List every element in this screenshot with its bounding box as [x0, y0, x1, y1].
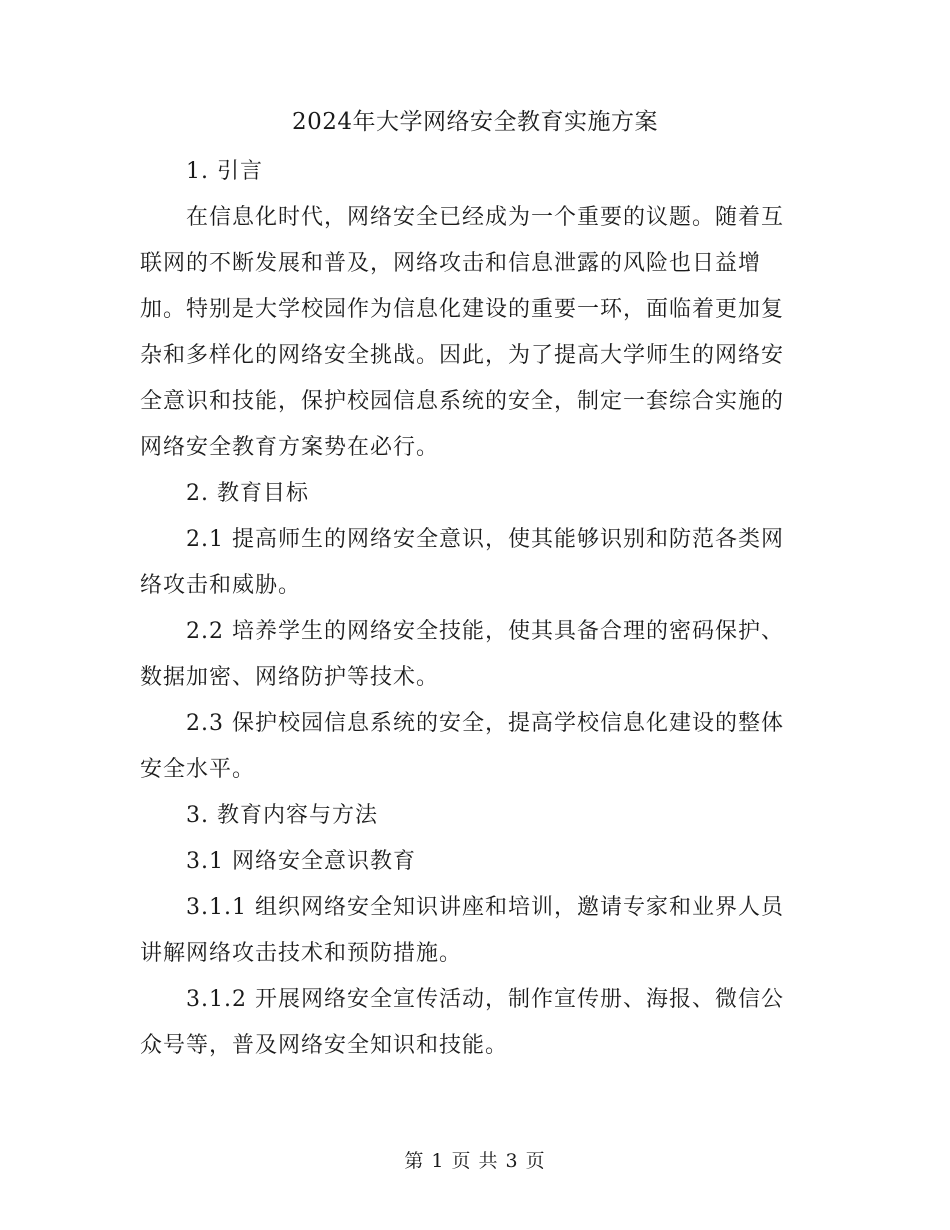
- paragraph-goal-2-1: 2.1 提高师生的网络安全意识，使其能够识别和防范各类网络攻击和威胁。: [140, 527, 784, 598]
- subsection-heading-awareness: 3.1 网络安全意识教育: [186, 849, 416, 874]
- paragraph-introduction: 在信息化时代，网络安全已经成为一个重要的议题。随着互联网的不断发展和普及，网络攻击和信息泄露的风险也日益增加。特别是大学校园作为信息化建设的重要一环，面临着更加复杂和多样化的网络安全挑战。因此，为了提高大学师生的网络安全意识和技能，保护校园信息系统的安全，制定一套综合实施的网络安全教育方案势在必行。: [140, 205, 785, 460]
- document-title: 2024年大学网络安全教育实施方案: [291, 109, 659, 135]
- section-heading-education-goals: 2. 教育目标: [186, 481, 309, 506]
- paragraph-item-3-1-2: 3.1.2 开展网络安全宣传活动，制作宣传册、海报、微信公众号等，普及网络安全知识和技能。: [140, 987, 784, 1058]
- paragraph-goal-2-3: 2.3 保护校园信息系统的安全，提高学校信息化建设的整体安全水平。: [140, 711, 784, 782]
- section-heading-content-methods: 3. 教育内容与方法: [186, 803, 378, 828]
- section-heading-introduction: 1. 引言: [186, 159, 263, 184]
- document-body: [140, 149, 800, 1069]
- page-number-footer: 第 1 页 共 3 页: [404, 1150, 546, 1172]
- paragraph-goal-2-2: 2.2 培养学生的网络安全技能，使其具备合理的密码保护、数据加密、网络防护等技术。: [140, 619, 784, 690]
- paragraph-item-3-1-1: 3.1.1 组织网络安全知识讲座和培训，邀请专家和业界人员讲解网络攻击技术和预防措施。: [140, 895, 784, 966]
